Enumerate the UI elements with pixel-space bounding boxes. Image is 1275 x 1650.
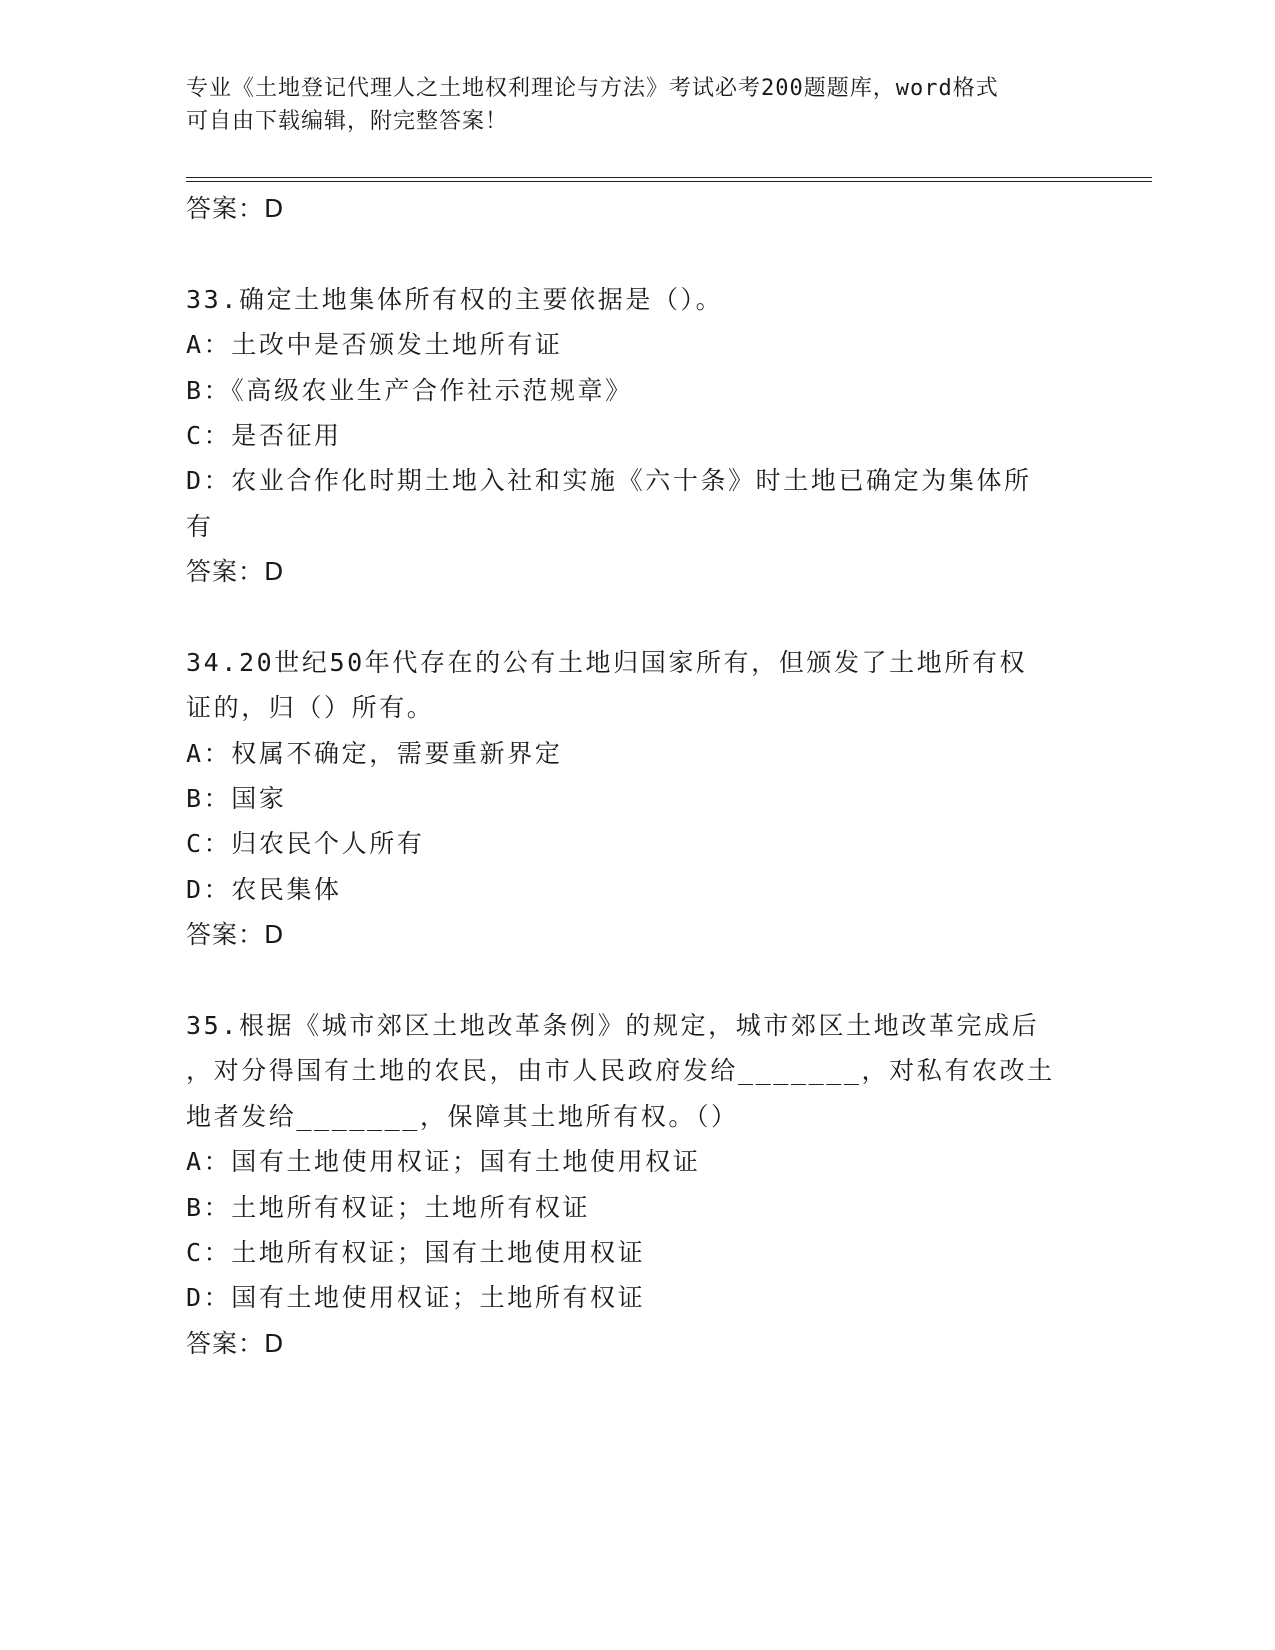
question-block-34 bbox=[186, 640, 1086, 958]
question-text-continued: ，对分得国有土地的农民，由市人民政府发给_______，对私有农改土 bbox=[186, 1056, 1055, 1086]
question-text-continued: 地者发给_______，保障其土地所有权。（） bbox=[186, 1101, 739, 1131]
option-b: B：国家 bbox=[186, 784, 287, 814]
header-line-2: 可自由下载编辑，附完整答案！ bbox=[186, 109, 509, 134]
option-d-continued: 有 bbox=[186, 511, 214, 541]
answer-line: 答案：D bbox=[186, 1328, 285, 1358]
option-b: B：土地所有权证；土地所有权证 bbox=[186, 1192, 591, 1222]
option-d: D：农业合作化时期土地入社和实施《六十条》时土地已确定为集体所 bbox=[186, 466, 1032, 496]
option-a: A：国有土地使用权证；国有土地使用权证 bbox=[186, 1147, 701, 1177]
question-text: 35.根据《城市郊区土地改革条例》的规定，城市郊区土地改革完成后 bbox=[186, 1011, 1040, 1041]
question-list bbox=[186, 186, 1086, 1366]
question-text-continued: 证的，归（）所有。 bbox=[186, 693, 435, 723]
option-a: A：权属不确定，需要重新界定 bbox=[186, 738, 563, 768]
question-text: 33.确定土地集体所有权的主要依据是（）。 bbox=[186, 284, 724, 314]
option-d: D：农民集体 bbox=[186, 874, 342, 904]
spacer bbox=[186, 231, 1086, 276]
option-a: A：土改中是否颁发土地所有证 bbox=[186, 330, 563, 360]
answer-line: 答案：D bbox=[186, 557, 285, 587]
answer-line: 答案：D bbox=[186, 194, 285, 223]
option-b: B：《高级农业生产合作社示范规章》 bbox=[186, 375, 633, 405]
option-c: C：归农民个人所有 bbox=[186, 829, 425, 859]
question-text: 34.20世纪50年代存在的公有土地归国家所有，但颁发了土地所有权 bbox=[186, 647, 1028, 677]
option-d: D：国有土地使用权证；土地所有权证 bbox=[186, 1283, 646, 1313]
question-block-33 bbox=[186, 277, 1086, 595]
option-c: C：土地所有权证；国有土地使用权证 bbox=[186, 1237, 646, 1267]
document-header bbox=[186, 72, 1066, 138]
option-c: C：是否征用 bbox=[186, 420, 342, 450]
answer-line: 答案：D bbox=[186, 920, 285, 950]
header-line-1: 专业《土地登记代理人之土地权利理论与方法》考试必考200题题库，word格式 bbox=[186, 76, 999, 101]
spacer bbox=[186, 595, 1086, 640]
spacer bbox=[186, 958, 1086, 1003]
question-block-35 bbox=[186, 1003, 1086, 1366]
header-divider bbox=[186, 177, 1152, 182]
